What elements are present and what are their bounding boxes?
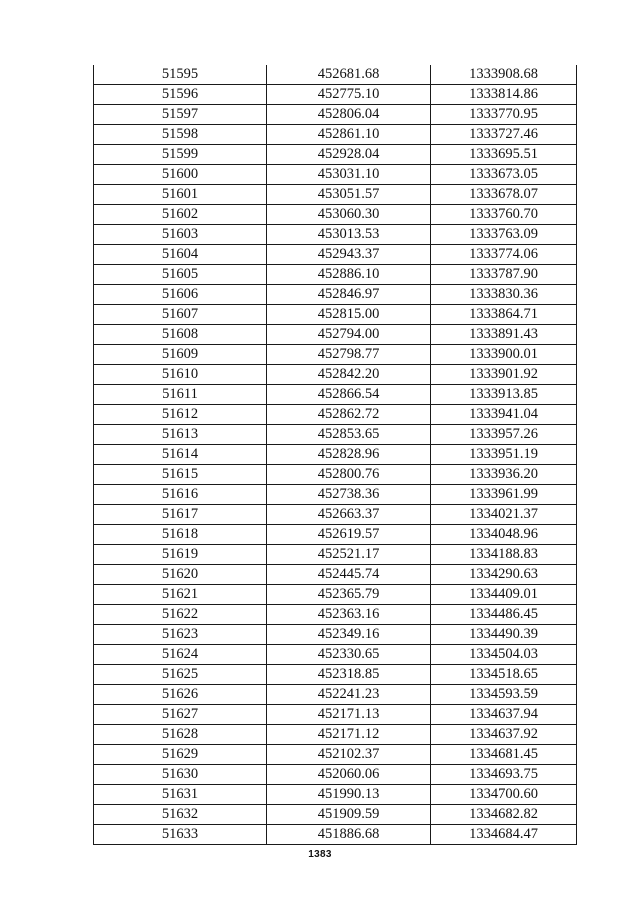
point-id-cell: 51603 xyxy=(94,225,267,245)
y-coordinate-cell: 1334693.75 xyxy=(431,765,577,785)
y-coordinate-cell: 1334504.03 xyxy=(431,645,577,665)
table-row xyxy=(94,525,577,545)
table-row xyxy=(94,765,577,785)
point-id-cell: 51607 xyxy=(94,305,267,325)
table-row xyxy=(94,265,577,285)
point-id-cell: 51619 xyxy=(94,545,267,565)
x-coordinate-cell: 452663.37 xyxy=(267,505,431,525)
x-coordinate-cell: 452928.04 xyxy=(267,145,431,165)
y-coordinate-cell: 1333830.36 xyxy=(431,285,577,305)
table-row xyxy=(94,385,577,405)
table-row xyxy=(94,305,577,325)
y-coordinate-cell: 1334490.39 xyxy=(431,625,577,645)
y-coordinate-cell: 1334518.65 xyxy=(431,665,577,685)
y-coordinate-cell: 1334700.60 xyxy=(431,785,577,805)
table-row xyxy=(94,485,577,505)
x-coordinate-cell: 452363.16 xyxy=(267,605,431,625)
x-coordinate-cell: 452318.85 xyxy=(267,665,431,685)
table-row xyxy=(94,65,577,85)
table-row xyxy=(94,245,577,265)
x-coordinate-cell: 452775.10 xyxy=(267,85,431,105)
table-row xyxy=(94,225,577,245)
x-coordinate-cell: 452828.96 xyxy=(267,445,431,465)
x-coordinate-cell: 452365.79 xyxy=(267,585,431,605)
table-row xyxy=(94,625,577,645)
x-coordinate-cell: 452060.06 xyxy=(267,765,431,785)
point-id-cell: 51621 xyxy=(94,585,267,605)
table-row xyxy=(94,605,577,625)
point-id-cell: 51623 xyxy=(94,625,267,645)
y-coordinate-cell: 1334290.63 xyxy=(431,565,577,585)
table-row xyxy=(94,745,577,765)
y-coordinate-cell: 1334637.92 xyxy=(431,725,577,745)
table-row xyxy=(94,785,577,805)
coordinates-table xyxy=(93,65,577,845)
point-id-cell: 51608 xyxy=(94,325,267,345)
point-id-cell: 51600 xyxy=(94,165,267,185)
y-coordinate-cell: 1333961.99 xyxy=(431,485,577,505)
x-coordinate-cell: 452861.10 xyxy=(267,125,431,145)
y-coordinate-cell: 1333936.20 xyxy=(431,465,577,485)
y-coordinate-cell: 1333770.95 xyxy=(431,105,577,125)
point-id-cell: 51611 xyxy=(94,385,267,405)
x-coordinate-cell: 452943.37 xyxy=(267,245,431,265)
x-coordinate-cell: 452866.54 xyxy=(267,385,431,405)
table-row xyxy=(94,165,577,185)
y-coordinate-cell: 1334593.59 xyxy=(431,685,577,705)
y-coordinate-cell: 1333913.85 xyxy=(431,385,577,405)
x-coordinate-cell: 452862.72 xyxy=(267,405,431,425)
y-coordinate-cell: 1333864.71 xyxy=(431,305,577,325)
table-row xyxy=(94,645,577,665)
point-id-cell: 51595 xyxy=(94,65,267,85)
y-coordinate-cell: 1333951.19 xyxy=(431,445,577,465)
y-coordinate-cell: 1333908.68 xyxy=(431,65,577,85)
point-id-cell: 51601 xyxy=(94,185,267,205)
x-coordinate-cell: 452681.68 xyxy=(267,65,431,85)
y-coordinate-cell: 1333957.26 xyxy=(431,425,577,445)
x-coordinate-cell: 452102.37 xyxy=(267,745,431,765)
x-coordinate-cell: 452349.16 xyxy=(267,625,431,645)
x-coordinate-cell: 453060.30 xyxy=(267,205,431,225)
point-id-cell: 51610 xyxy=(94,365,267,385)
x-coordinate-cell: 452738.36 xyxy=(267,485,431,505)
x-coordinate-cell: 452445.74 xyxy=(267,565,431,585)
point-id-cell: 51597 xyxy=(94,105,267,125)
x-coordinate-cell: 452800.76 xyxy=(267,465,431,485)
x-coordinate-cell: 453013.53 xyxy=(267,225,431,245)
point-id-cell: 51626 xyxy=(94,685,267,705)
point-id-cell: 51616 xyxy=(94,485,267,505)
point-id-cell: 51609 xyxy=(94,345,267,365)
y-coordinate-cell: 1334682.82 xyxy=(431,805,577,825)
y-coordinate-cell: 1333814.86 xyxy=(431,85,577,105)
coordinates-table-body xyxy=(94,65,577,845)
y-coordinate-cell: 1333787.90 xyxy=(431,265,577,285)
y-coordinate-cell: 1333763.09 xyxy=(431,225,577,245)
point-id-cell: 51599 xyxy=(94,145,267,165)
x-coordinate-cell: 452842.20 xyxy=(267,365,431,385)
table-row xyxy=(94,705,577,725)
y-coordinate-cell: 1333678.07 xyxy=(431,185,577,205)
point-id-cell: 51627 xyxy=(94,705,267,725)
point-id-cell: 51606 xyxy=(94,285,267,305)
table-row xyxy=(94,725,577,745)
x-coordinate-cell: 452886.10 xyxy=(267,265,431,285)
y-coordinate-cell: 1334188.83 xyxy=(431,545,577,565)
y-coordinate-cell: 1333901.92 xyxy=(431,365,577,385)
y-coordinate-cell: 1334486.45 xyxy=(431,605,577,625)
table-row xyxy=(94,85,577,105)
table-row xyxy=(94,405,577,425)
x-coordinate-cell: 452330.65 xyxy=(267,645,431,665)
y-coordinate-cell: 1333673.05 xyxy=(431,165,577,185)
table-row xyxy=(94,545,577,565)
x-coordinate-cell: 452846.97 xyxy=(267,285,431,305)
point-id-cell: 51629 xyxy=(94,745,267,765)
table-row xyxy=(94,685,577,705)
x-coordinate-cell: 453051.57 xyxy=(267,185,431,205)
table-row xyxy=(94,565,577,585)
point-id-cell: 51630 xyxy=(94,765,267,785)
table-row xyxy=(94,365,577,385)
table-row xyxy=(94,285,577,305)
x-coordinate-cell: 451909.59 xyxy=(267,805,431,825)
point-id-cell: 51631 xyxy=(94,785,267,805)
table-row xyxy=(94,105,577,125)
x-coordinate-cell: 452853.65 xyxy=(267,425,431,445)
y-coordinate-cell: 1334637.94 xyxy=(431,705,577,725)
point-id-cell: 51624 xyxy=(94,645,267,665)
table-row xyxy=(94,145,577,165)
x-coordinate-cell: 452794.00 xyxy=(267,325,431,345)
point-id-cell: 51617 xyxy=(94,505,267,525)
y-coordinate-cell: 1334021.37 xyxy=(431,505,577,525)
x-coordinate-cell: 452171.12 xyxy=(267,725,431,745)
x-coordinate-cell: 451990.13 xyxy=(267,785,431,805)
y-coordinate-cell: 1333695.51 xyxy=(431,145,577,165)
point-id-cell: 51633 xyxy=(94,825,267,845)
table-row xyxy=(94,505,577,525)
point-id-cell: 51618 xyxy=(94,525,267,545)
table-row xyxy=(94,205,577,225)
point-id-cell: 51622 xyxy=(94,605,267,625)
x-coordinate-cell: 452521.17 xyxy=(267,545,431,565)
x-coordinate-cell: 452171.13 xyxy=(267,705,431,725)
x-coordinate-cell: 452619.57 xyxy=(267,525,431,545)
y-coordinate-cell: 1333760.70 xyxy=(431,205,577,225)
table-row xyxy=(94,445,577,465)
table-row xyxy=(94,665,577,685)
table-row xyxy=(94,825,577,845)
y-coordinate-cell: 1333891.43 xyxy=(431,325,577,345)
y-coordinate-cell: 1334048.96 xyxy=(431,525,577,545)
point-id-cell: 51613 xyxy=(94,425,267,445)
table-row xyxy=(94,465,577,485)
point-id-cell: 51598 xyxy=(94,125,267,145)
x-coordinate-cell: 452815.00 xyxy=(267,305,431,325)
table-row xyxy=(94,125,577,145)
y-coordinate-cell: 1333774.06 xyxy=(431,245,577,265)
page-number: 1383 xyxy=(308,849,332,860)
point-id-cell: 51612 xyxy=(94,405,267,425)
point-id-cell: 51625 xyxy=(94,665,267,685)
point-id-cell: 51628 xyxy=(94,725,267,745)
y-coordinate-cell: 1334684.47 xyxy=(431,825,577,845)
y-coordinate-cell: 1334409.01 xyxy=(431,585,577,605)
x-coordinate-cell: 452798.77 xyxy=(267,345,431,365)
point-id-cell: 51605 xyxy=(94,265,267,285)
table-row xyxy=(94,345,577,365)
table-row xyxy=(94,425,577,445)
table-row xyxy=(94,585,577,605)
point-id-cell: 51614 xyxy=(94,445,267,465)
point-id-cell: 51620 xyxy=(94,565,267,585)
x-coordinate-cell: 452806.04 xyxy=(267,105,431,125)
y-coordinate-cell: 1334681.45 xyxy=(431,745,577,765)
y-coordinate-cell: 1333941.04 xyxy=(431,405,577,425)
y-coordinate-cell: 1333727.46 xyxy=(431,125,577,145)
table-row xyxy=(94,325,577,345)
table-row xyxy=(94,805,577,825)
y-coordinate-cell: 1333900.01 xyxy=(431,345,577,365)
x-coordinate-cell: 452241.23 xyxy=(267,685,431,705)
table-row xyxy=(94,185,577,205)
x-coordinate-cell: 451886.68 xyxy=(267,825,431,845)
x-coordinate-cell: 453031.10 xyxy=(267,165,431,185)
point-id-cell: 51632 xyxy=(94,805,267,825)
point-id-cell: 51596 xyxy=(94,85,267,105)
point-id-cell: 51604 xyxy=(94,245,267,265)
point-id-cell: 51615 xyxy=(94,465,267,485)
point-id-cell: 51602 xyxy=(94,205,267,225)
